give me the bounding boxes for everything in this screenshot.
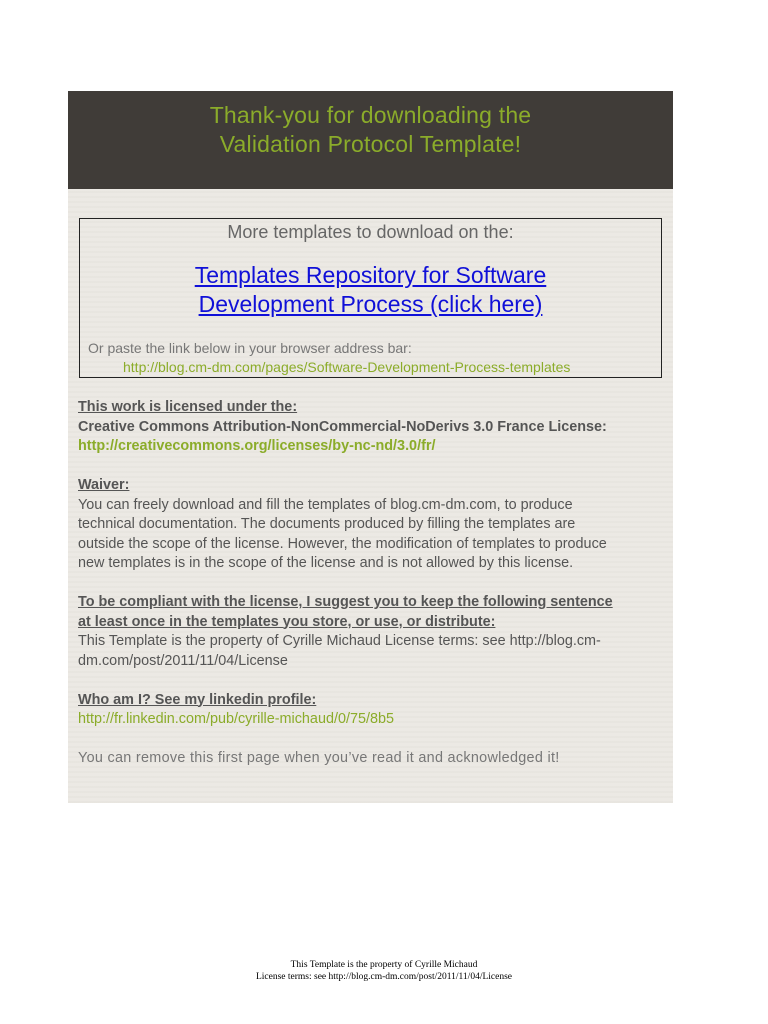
license-content <box>78 398 668 769</box>
templates-link-line-1[interactable]: Templates Repository for Software <box>194 262 547 288</box>
templates-box-heading: More templates to download on the: <box>227 222 514 242</box>
waiver-heading: Waiver: <box>78 477 130 493</box>
waiver-text-line-1: You can freely download and fill the templates of blog.cm-dm.com, to produce <box>78 496 573 513</box>
remove-page-note: You can remove this first page when you’ve read it and acknowledged it! <box>78 750 560 766</box>
license-heading: This work is licensed under the: <box>78 399 298 415</box>
page-footer <box>0 959 768 983</box>
templates-link-line-2[interactable]: Development Process (click here) <box>198 291 543 317</box>
cover-panel <box>68 91 673 803</box>
linkedin-profile-link[interactable]: http://fr.linkedin.com/pub/cyrille-michaud/0/75/8b5 <box>78 711 394 727</box>
license-url-link[interactable]: http://creativecommons.org/licenses/by-nc-nd/3.0/fr/ <box>78 438 436 454</box>
header-banner <box>68 91 673 189</box>
compliance-heading-line-2: at least once in the templates you store, or use, or distribute: <box>78 613 496 630</box>
waiver-text-line-3: outside the scope of the license. However, the modification of templates to produce <box>78 535 607 552</box>
compliance-text-line-2: dm.com/post/2011/11/04/License <box>78 652 288 669</box>
header-title-line-1: Thank-you for downloading the <box>209 102 532 128</box>
license-name: Creative Commons Attribution-NonCommercial-NoDerivs 3.0 France License: <box>78 418 607 435</box>
paste-link-label: Or paste the link below in your browser address bar: <box>88 340 412 356</box>
waiver-text-line-2: technical documentation. The documents produced by filling the templates are <box>78 516 576 532</box>
about-heading: Who am I? See my linkedin profile: <box>78 691 317 708</box>
footer-line-1: This Template is the property of Cyrille Michaud <box>290 960 478 970</box>
waiver-text-line-4: new templates is in the scope of the license and is not allowed by this license. <box>78 555 574 571</box>
footer-line-2: License terms: see http://blog.cm-dm.com/post/2011/11/04/License <box>255 972 512 982</box>
compliance-heading-line-1: To be compliant with the license, I suggest you to keep the following sentence <box>78 594 613 610</box>
header-title-line-2: Validation Protocol Template! <box>219 131 522 157</box>
templates-url-link[interactable]: http://blog.cm-dm.com/pages/Software-Development-Process-templates <box>123 359 571 375</box>
templates-box <box>79 218 662 378</box>
templates-repository-link[interactable] <box>80 261 661 319</box>
compliance-text-line-1: This Template is the property of Cyrille Michaud License terms: see http://blog.cm- <box>78 633 601 649</box>
